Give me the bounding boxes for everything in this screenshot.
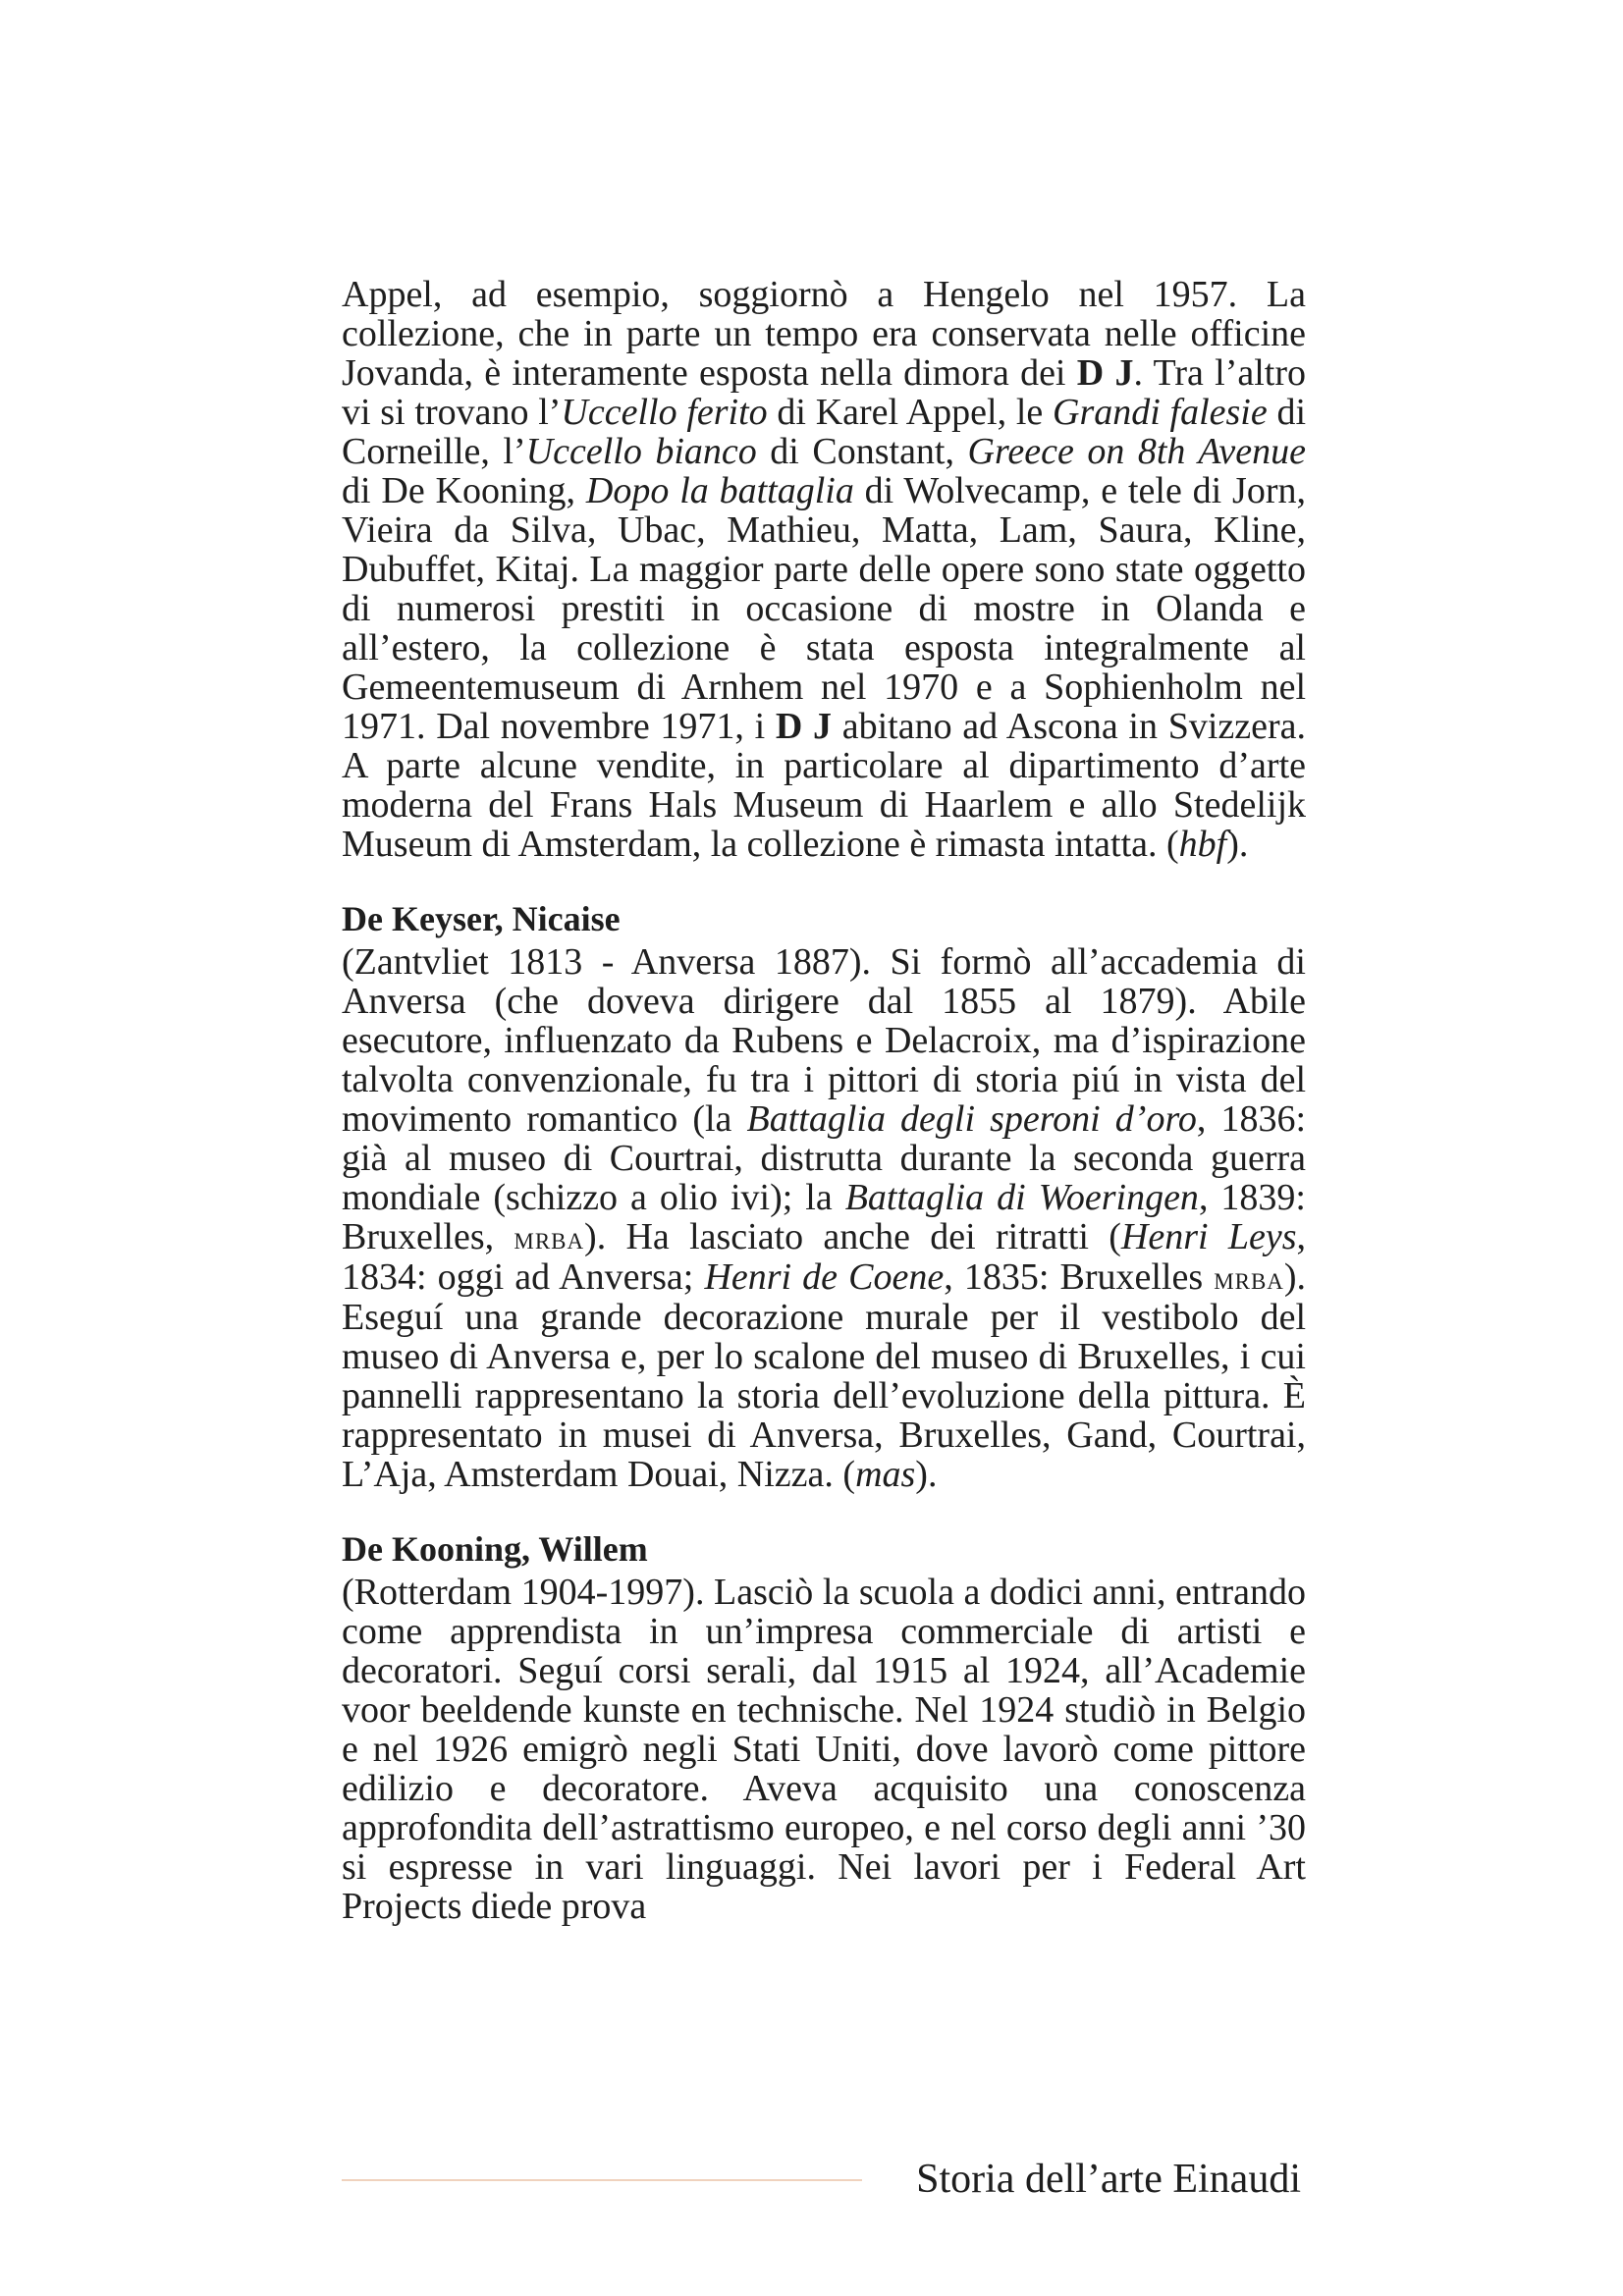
text-run: (Zantvliet 1813 - Anversa 1887). Si formò all’accademia di Anversa (che doveva dirigere dal 1855 al 1879). Abile esecutore, influenzato da Rubens e Delacroix, ma d’ispirazione talvolta convenzionale, fu tra i pittori di storia piú in vista del movimento romantico (la [342, 941, 1306, 1140]
text-run: , 1839: Bruxelles, [342, 1177, 1306, 1257]
entry-body-de-keyser [342, 942, 1306, 1494]
italic-run: Henri de Coene [704, 1256, 945, 1298]
italic-run: Battaglia degli speroni d’oro [746, 1098, 1197, 1140]
italic-run: Uccello bianco [525, 431, 757, 472]
text-run: abitano ad Ascona in Svizzera. A parte alcune vendite, in particolare al dipartimento d’arte moderna del Frans Hals Museum di Haarlem e allo Stedelijk Museum di Amsterdam, la collezione è rimasta intatta. ( [342, 706, 1307, 865]
text-run: di Wolvecamp, e tele di Jorn, Vieira da Silva, Ubac, Mathieu, Matta, Lam, Saura, Kline, Dubuffet, Kitaj. La maggior parte delle opere sono state oggetto di numerosi prestiti in occasione di mostre in Olanda e all’estero, la collezione è stata esposta integralmente al Gemeentemuseum di Arnhem nel 1970 e a Sophienholm nel 1971. Dal novembre 1971, i [342, 470, 1307, 747]
italic-run: Battaglia di Woeringen [844, 1177, 1199, 1218]
italic-run: Dopo la battaglia [585, 470, 854, 511]
text-run: , 1834: oggi ad Anversa; [342, 1216, 1306, 1298]
text-run: , 1835: Bruxelles [944, 1256, 1215, 1298]
text-run: ). Ha lasciato anche dei ritratti ( [584, 1216, 1121, 1257]
italic-run: Henri Leys [1120, 1216, 1297, 1257]
footer-rule [342, 2179, 862, 2181]
entry-heading-de-keyser: De Keyser, Nicaise [342, 899, 621, 938]
text-run: ). [1226, 824, 1249, 865]
intro-paragraph [342, 275, 1306, 864]
page-body [342, 275, 1306, 1926]
text-run: ). [915, 1454, 938, 1495]
entry-heading-de-kooning: De Kooning, Willem [342, 1529, 648, 1569]
text-run: Appel, ad esempio, soggiornò a Hengelo nel 1957. La collezione, che in parte un tempo era conservata nelle officine Jovanda, è interamente esposta nella dimora dei [342, 274, 1306, 394]
text-run: , 1836: già al museo di Courtrai, distrutta durante la seconda guerra mondiale (schizzo a olio ivi); la [342, 1098, 1306, 1218]
text-run: (Rotterdam 1904-1997). Lasciò la scuola a dodici anni, entrando come apprendista in un’impresa commerciale di artisti e decoratori. Seguí corsi serali, dal 1915 al 1924, all’Academie voor beeldende kunste en technische. Nel 1924 studiò in Belgio e nel 1926 emigrò negli Stati Uniti, dove lavorò come pittore edilizio e decoratore. Aveva acquisito una conoscenza approfondita dell’astrattismo europeo, e nel corso degli anni ’30 si espresse in vari linguaggi. Nei lavori per i Federal Art Projects diede prova [342, 1572, 1306, 1927]
entry-body-de-kooning [342, 1573, 1306, 1926]
text-run: di Constant, [756, 431, 968, 472]
italic-run: hbf [1178, 824, 1227, 865]
small-caps-run: mrba [1214, 1260, 1284, 1296]
italic-run: Uccello ferito [561, 392, 768, 433]
text-run: di De Kooning, [342, 470, 586, 511]
bold-run: D J [1076, 352, 1134, 394]
text-run: . Tra l’altro vi si trovano l’ [342, 352, 1307, 433]
footer-title: Storia dell’arte Einaudi [916, 2157, 1301, 2202]
italic-run: mas [855, 1454, 916, 1495]
bold-run: D J [775, 706, 833, 747]
italic-run: Grandi falesie [1053, 392, 1268, 433]
italic-run: Greece on 8th Avenue [967, 431, 1306, 472]
text-run: ). Eseguí una grande decorazione murale per il vestibolo del museo di Anversa e, per lo scalone del museo di Bruxelles, i cui pannelli rappresentano la storia dell’evoluzione della pittura. È rappresentato in musei di Anversa, Bruxelles, Gand, Courtrai, L’Aja, Amsterdam Douai, Nizza. ( [342, 1256, 1306, 1495]
text-run: di Karel Appel, le [767, 392, 1053, 433]
small-caps-run: mrba [514, 1220, 585, 1255]
text-run: di Corneille, l’ [342, 392, 1307, 472]
